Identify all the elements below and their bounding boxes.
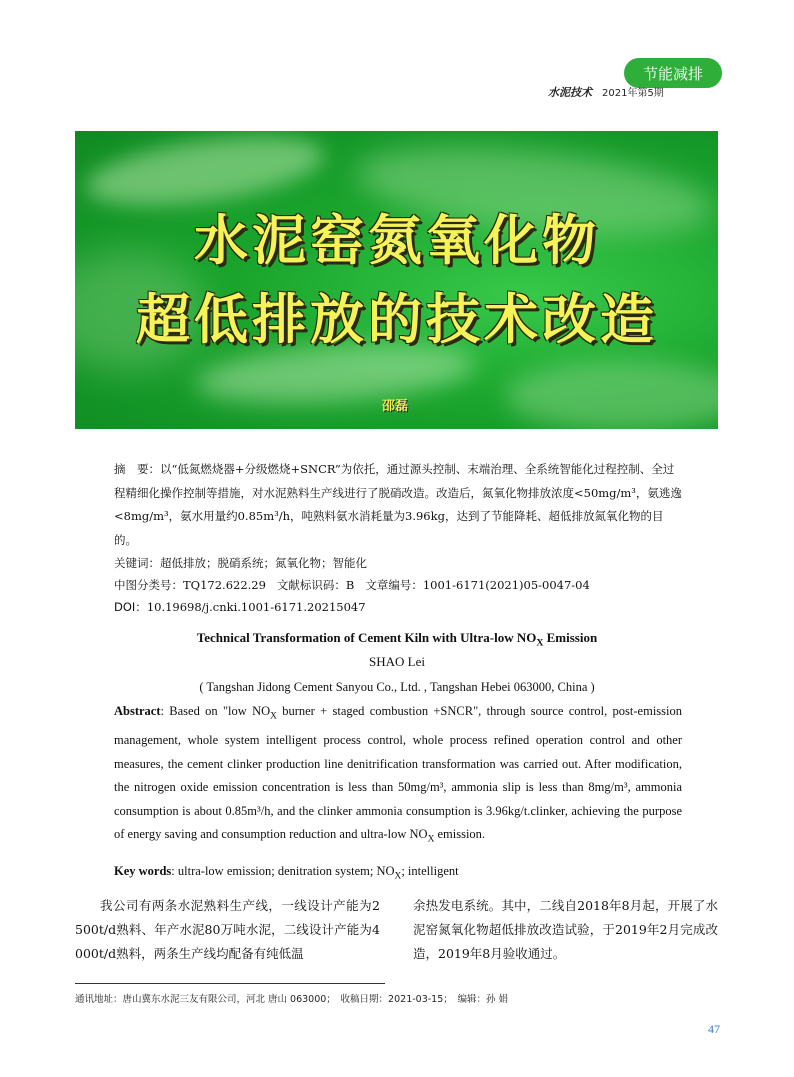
english-title-subscript: X bbox=[536, 637, 544, 649]
keywords-text: 超低排放；脱硝系统；氮氧化物；智能化 bbox=[160, 556, 367, 570]
english-abstract-label: Abstract bbox=[114, 704, 161, 718]
doc-code-value: B bbox=[345, 578, 355, 592]
classification-line bbox=[114, 574, 684, 596]
journal-header bbox=[548, 84, 664, 100]
chinese-abstract bbox=[114, 458, 684, 552]
chinese-abstract-block bbox=[114, 458, 684, 618]
body-paragraph: 我公司有两条水泥熟料生产线，一线设计产能为2 500t/d熟料、年产水泥80万吨水泥，二线设计产能为4 000t/d熟料，两条生产线均配备有纯低温 bbox=[75, 898, 380, 961]
english-keywords-label: Key words bbox=[114, 864, 172, 878]
english-abstract-text-1: : Based on "low NO bbox=[160, 704, 271, 718]
body-column-left bbox=[75, 894, 380, 966]
english-keywords bbox=[114, 864, 682, 882]
article-number-value: 1001-6171(2021)05-0047-04 bbox=[422, 578, 590, 592]
keywords-label: 关键词： bbox=[114, 556, 160, 570]
nox-subscript: X bbox=[427, 834, 435, 845]
abstract-label: 摘 要： bbox=[114, 462, 160, 476]
clc-value: TQ172.622.29 bbox=[183, 578, 266, 592]
english-keywords-text-1: : ultra-low emission; denitration system; NO bbox=[171, 864, 395, 878]
flame-decoration bbox=[505, 361, 718, 429]
chinese-keywords bbox=[114, 552, 684, 574]
footnote: 通讯地址：唐山冀东水泥三友有限公司，河北 唐山 063000； 收稿日期：2021-03-15； 编辑：孙 娟 bbox=[75, 994, 509, 1005]
doi-line bbox=[114, 596, 684, 618]
article-number-label: 文章编号： bbox=[365, 578, 423, 592]
section-badge: 节能减排 bbox=[624, 58, 722, 88]
footnote-divider bbox=[75, 983, 385, 984]
abstract-text: 以“低氮燃烧器+分级燃烧+SNCR”为依托，通过源头控制、末端治理、全系统智能化过程控制、全过程精细化操作控制等措施，对水泥熟料生产线进行了脱硝改造。改造后，氮氧化物排放浓度<50mg/m³，氨逃逸<8mg/m³，氨水用量约0.85m³/h，吨熟料氨水消耗量为3.96kg，达到了节能降耗、超低排放氮氧化物的目的。 bbox=[114, 462, 682, 547]
english-affiliation: ( Tangshan Jidong Cement Sanyou Co., Ltd. , Tangshan Hebei 063000, China ) bbox=[199, 680, 595, 694]
english-title-suffix: Emission bbox=[543, 630, 598, 645]
doi-value[interactable]: 10.19698/j.cnki.1001-6171.20215047 bbox=[146, 600, 366, 614]
nox-subscript: X bbox=[270, 711, 277, 722]
article-title-line1: 水泥窑氮氧化物 bbox=[194, 209, 600, 272]
doi-label: DOI： bbox=[114, 600, 147, 614]
page-number: 47 bbox=[708, 1022, 720, 1036]
english-title-prefix: Technical Transformation of Cement Kiln with Ultra-low NO bbox=[196, 630, 537, 645]
journal-issue: 2021年第5期 bbox=[602, 88, 664, 99]
clc-label: 中图分类号： bbox=[114, 578, 183, 592]
english-abstract-text-3: emission. bbox=[434, 827, 486, 842]
english-author: SHAO Lei bbox=[369, 654, 425, 669]
english-abstract bbox=[114, 700, 682, 853]
english-title bbox=[0, 630, 794, 649]
body-column-right bbox=[413, 894, 718, 966]
article-title-line2: 超低排放的技术改造 bbox=[136, 288, 658, 351]
english-keywords-text-2: ; intelligent bbox=[401, 864, 459, 878]
journal-name: 水泥技术 bbox=[548, 86, 592, 99]
doc-code-label: 文献标识码： bbox=[276, 578, 346, 592]
body-paragraph: 余热发电系统。其中，二线自2018年8月起，开展了水泥窑氮氧化物超低排放改造试验，于2019年2月完成改造，2019年8月验收通过。 bbox=[413, 898, 718, 961]
article-author: 邵磊 bbox=[382, 399, 409, 414]
nox-subscript: X bbox=[394, 871, 402, 882]
english-abstract-text-2: burner + staged combustion +SNCR", through source control, post-emission management, whole system intelligent process control, whole process refined operation control and other measures, the cement clinker production line denitrification transformation was carried out. After modification, the nitrogen oxide emission concentration is less than 50mg/m³, ammonia slip is less than 8mg/m³, ammonia consumption is about 0.85m³/h, and the clinker ammonia consumption is 3.96kg/t.clinker, achieving the purpose of energy saving and consumption reduction and ultra-low NO bbox=[114, 704, 682, 842]
